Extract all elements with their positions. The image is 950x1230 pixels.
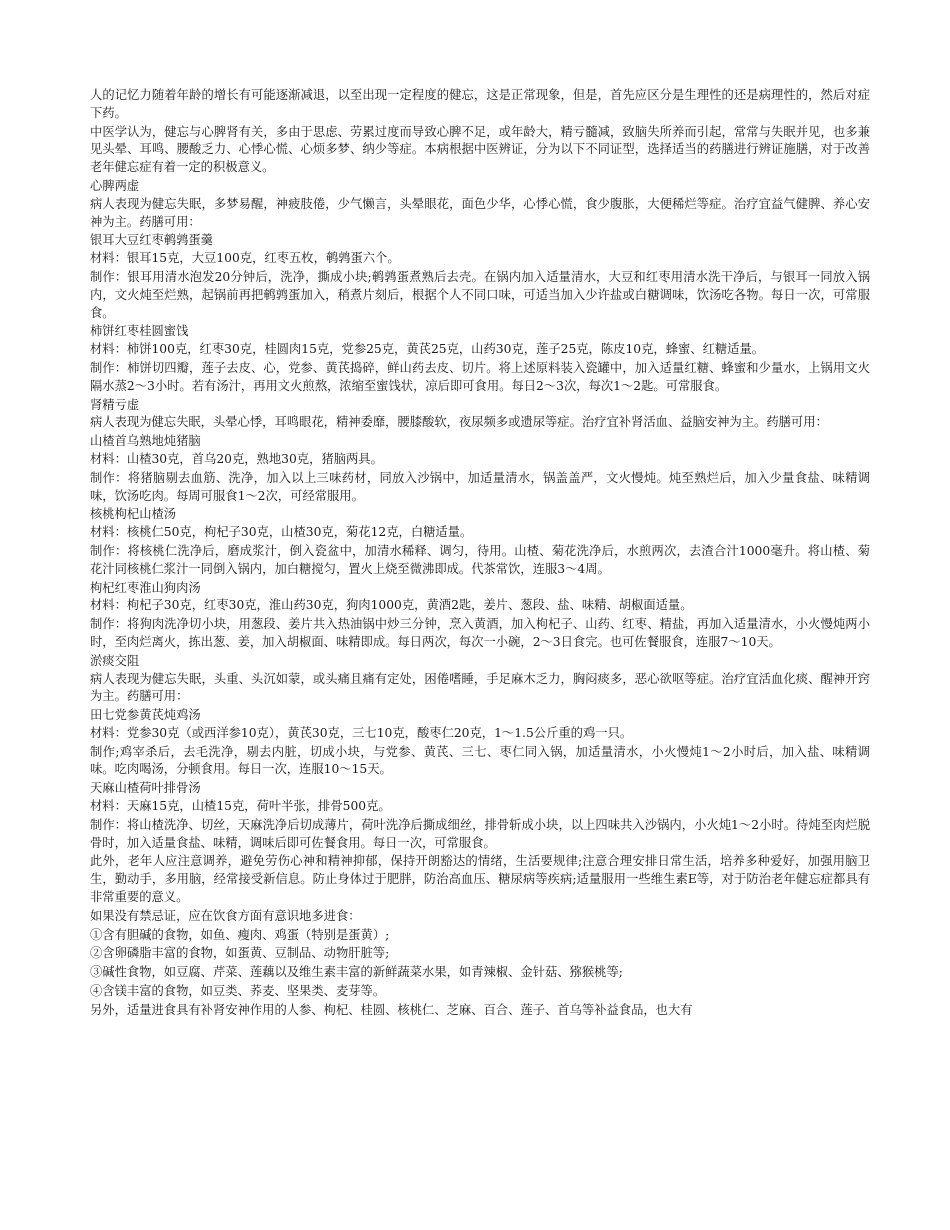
section-heading: 淤痰交阻 [90,653,140,668]
recipe-ingredients: 材料：党参30克（或西洋参10克），黄芪30克，三七10克，酸枣仁20克，1～1.5公斤重的鸡一只。 [90,725,633,740]
recipe-method: 制作;鸡宰杀后，去毛洗净，剔去内脏，切成小块，与党参、黄芪、三七、枣仁同入锅，加适量清水，小火慢炖1～2小时后，加入盐、味精调味。吃肉喝汤，分顿食用。每日一次，连服10～15天。 [90,744,870,777]
recipe-title: 银耳大豆红枣鹌鹑蛋羹 [90,233,213,248]
recipe-title: 天麻山楂荷叶排骨汤 [90,781,201,796]
recipe-method: 制作：将核桃仁洗净后，磨成浆汁，倒入瓷盆中，加清水稀释、调匀，待用。山楂、菊花洗净后，水煎两次，去渣合汁1000毫升。将山楂、菊花汁同核桃仁浆汁一同倒入锅内，加白糖搅匀，置火上烧至微沸即成。代茶常饮，连服3～4周。 [90,543,870,576]
diet-list-item: ①含有胆碱的食物，如鱼、瘦肉、鸡蛋（特别是蛋黄）; [90,927,390,942]
recipe-method: 制作：柿饼切四瓣，莲子去皮、心，党参、黄芪捣碎，鲜山药去皮、切片。将上述原料装入瓷罐中，加入适量红糖、蜂蜜和少量水，上锅用文火隔水蒸2～3小时。若有汤汁，再用文火煎熬，浓缩至蜜饯状，凉后即可食用。每日2～3次，每次1～2匙。可常服食。 [90,360,870,393]
recipe-ingredients: 材料：核桃仁50克，枸杞子30克，山楂30克，菊花12克，白糖适量。 [90,525,473,540]
recipe-ingredients: 材料：银耳15克，大豆100克，红枣五枚，鹌鹑蛋六个。 [90,251,400,266]
recipe-ingredients: 材料：枸杞子30克，红枣30克，淮山药30克，狗肉1000克，黄酒2匙，姜片、葱段、盐、味精、胡椒面适量。 [90,598,693,613]
tcm-overview-paragraph: 中医学认为，健忘与心脾肾有关，多由于思虑、劳累过度而导致心脾不足，或年龄大，精亏髓减，致脑失所养而引起，常常与失眠并见，也多兼见头晕、耳鸣、腰酸乏力、心悸心慌、心烦多梦、纳少等症。本病根据中医辨证，分为以下不同证型，选择适当的药膳进行辨证施膳，对于改善老年健忘症有着一定的积极意义。 [90,124,870,175]
recipe-method: 制作：将山楂洗净、切丝，天麻洗净后切成薄片，荷叶洗净后撕成细丝，排骨斩成小块，以上四味共入沙锅内，小火炖1～2小时。待炖至肉烂脱骨时，加入适量食盐、味精，调味后即可佐餐食用。每日一次，可常服食。 [90,817,870,850]
intro-paragraph: 人的记忆力随着年龄的增长有可能逐渐减退，以至出现一定程度的健忘，这是正常现象，但是，首先应区分是生理性的还是病理性的，然后对症下药。 [90,88,870,120]
recipe-title: 柿饼红枣桂圆蜜饯 [90,324,189,339]
advice-paragraph: 此外，老年人应注意调养，避免劳伤心神和精神抑郁，保持开朗豁达的情绪，生活要规律;注意合理安排日常生活，培养多种爱好，加强用脑卫生，勤动手，多用脑，经常接受新信息。防止身体过于肥胖，防治高血压、糖尿病等疾病;适量服用一些维生素E等，对于防治老年健忘症都具有非常重要的意义。 [90,854,870,905]
recipe-method: 制作：将狗肉洗净切小块，用葱段、姜片共入热油锅中炒三分钟，烹入黄酒，加入枸杞子、山药、红枣、精盐，再加入适量清水，小火慢炖两小时，至肉烂离火，拣出葱、姜，加入胡椒面、味精即成。每日两次，每次一小碗，2～3日食完。也可佐餐服食，连服7～10天。 [90,617,870,649]
recipe-method: 制作：将猪脑剔去血筋、洗净，加入以上三味药材，同放入沙锅中，加适量清水，锅盖盖严，文火慢炖。炖至熟烂后，加入少量食盐、味精调味，饮汤吃肉。每周可服食1～2次，可经常服用。 [90,470,870,503]
recipe-title: 核桃枸杞山楂汤 [90,507,177,522]
document-body [90,87,870,1021]
recipe-title: 枸杞红枣淮山狗肉汤 [90,580,201,595]
diet-list-item: ③碱性食物，如豆腐、芹菜、莲藕以及维生素丰富的新鲜蔬菜水果，如青辣椒、金针菇、猕猴桃等; [90,965,623,980]
closing-paragraph: 另外，适量进食具有补肾安神作用的人参、枸杞、桂圆、核桃仁、芝麻、百合、莲子、首乌等补益食品，也大有 [90,1002,693,1017]
recipe-ingredients: 材料：山楂30克，首乌20克，熟地30克，猪脑两具。 [90,451,383,466]
recipe-ingredients: 材料：天麻15克，山楂15克，荷叶半张，排骨500克。 [90,799,391,814]
recipe-method: 制作：银耳用清水泡发20分钟后，洗净，撕成小块;鹌鹑蛋煮熟后去壳。在锅内加入适量清水，大豆和红枣用清水洗干净后，与银耳一同放入锅内，文火炖至烂熟，起锅前再把鹌鹑蛋加入，稍煮片刻后，根据个人不同口味，可适当加入少许盐或白糖调味，饮汤吃各物。每日一次，可常服食。 [90,269,870,320]
section-heading: 肾精亏虚 [90,397,140,412]
diet-list-item: ②含卵磷脂丰富的食物，如蛋黄、豆制品、动物肝脏等; [90,946,390,961]
recipe-title: 田七党参黄芪炖鸡汤 [90,708,201,723]
symptom-paragraph: 病人表现为健忘失眠，头晕心悸，耳鸣眼花，精神委靡，腰膝酸软，夜尿频多或遗尿等症。治疗宜补肾活血、益脑安神为主。药膳可用： [90,415,828,430]
recipe-ingredients: 材料：柿饼100克，红枣30克，桂圆肉15克，党参25克，黄芪25克，山药30克，莲子25克，陈皮10克，蜂蜜、红糖适量。 [90,342,765,357]
diet-list-item: ④含镁丰富的食物，如豆类、荞麦、坚果类、麦芽等。 [90,984,386,999]
section-heading: 心脾两虚 [90,178,140,193]
symptom-paragraph: 病人表现为健忘失眠，多梦易醒，神疲肢倦，少气懒言，头晕眼花，面色少华，心悸心慌，食少腹胀，大便稀烂等症。治疗宜益气健脾、养心安神为主。药膳可用： [90,196,870,229]
recipe-title: 山楂首乌熟地炖猪脑 [90,434,201,449]
diet-intro-paragraph: 如果没有禁忌证，应在饮食方面有意识地多进食： [90,908,361,923]
symptom-paragraph: 病人表现为健忘失眠，头重、头沉如蒙，或头痛且痛有定处，困倦嗜睡，手足麻木乏力，胸闷痰多，恶心欲呕等症。治疗宜活血化痰、醒神开窍为主。药膳可用： [90,671,870,704]
